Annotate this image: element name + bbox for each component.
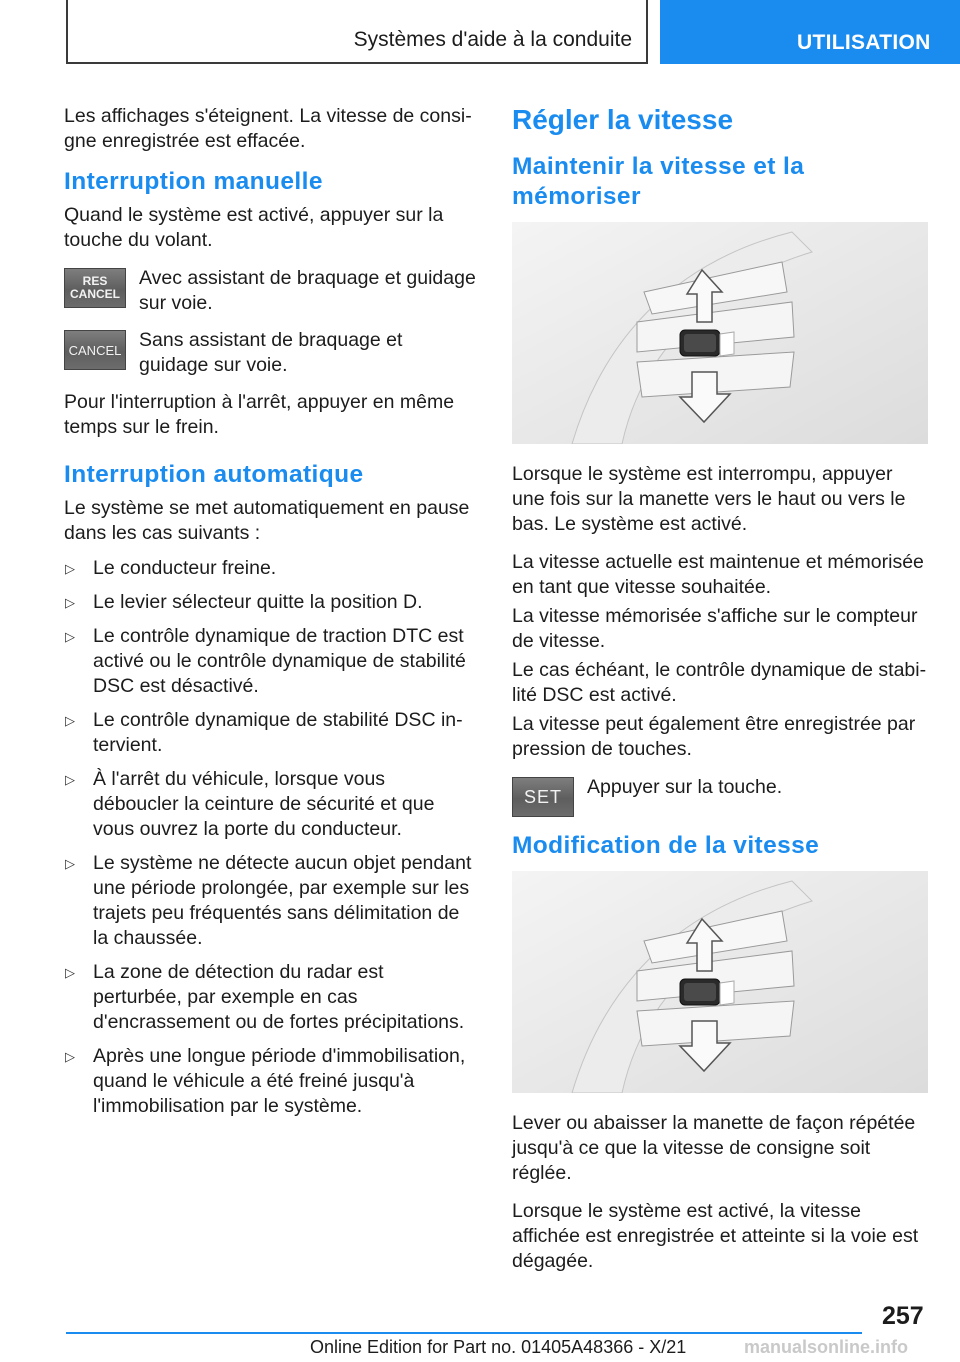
right-column (512, 104, 928, 1287)
title-set-speed: Régler la vitesse (512, 104, 734, 135)
footer-divider (66, 1332, 862, 1334)
bullet-triangle-icon: ▷ (65, 561, 75, 576)
maintain-text-5: La vitesse peut également être enregistrée par pression de touches. (512, 713, 916, 760)
steering-wheel-lever-photo (512, 222, 928, 444)
automatic-text: Le système se met automatiquement en pause dans les cas suivants : (64, 497, 470, 544)
maintain-text-3: La vitesse mémorisée s'affiche sur le compteur de vitesse. (512, 605, 918, 652)
header-section-title: Systèmes d'aide à la conduite (353, 28, 632, 51)
bullet-triangle-icon: ▷ (65, 772, 75, 787)
bullet-triangle-icon: ▷ (65, 1049, 75, 1064)
heading-modify-speed: Modification de la vitesse (512, 832, 820, 859)
bullet-triangle-icon: ▷ (65, 965, 75, 980)
modify-text-1: Lever ou abaisser la manette de façon répétée jusqu'à ce que la vitesse de consigne soit réglée. (512, 1112, 916, 1184)
list-item: ▷ Le contrôle dynamique de traction DTC est activé ou le contrôle dynamique de stabilité DSC est désactivé. (65, 625, 466, 697)
list-item: ▷ Le levier sélecteur quitte la position D. (65, 591, 423, 613)
cancel-row (64, 328, 476, 378)
watermark: manualsonline.info (744, 1337, 909, 1357)
maintain-text-1: Lorsque le système est interrompu, appuyer une fois sur la manette vers le haut ou vers le bas. Le système est activé. (512, 463, 906, 535)
maintain-text-4: Le cas échéant, le contrôle dynamique de stabilité DSC est activé. (512, 659, 927, 706)
res-cancel-text: Avec assistant de braquage et guidage sur voie. (139, 267, 476, 314)
maintain-text-2: La vitesse actuelle est maintenue et mémorisée en tant que vitesse souhaitée. (512, 551, 924, 598)
list-item: ▷ Le conducteur freine. (65, 557, 277, 579)
list-item: ▷ Le système ne détecte aucun objet pendant une période prolongée, par exemple sur les trajets peu fréquentés sans délimitation de la chaussée. (65, 852, 472, 949)
heading-manual-interruption: Interruption manuelle (64, 168, 323, 195)
intro-paragraph: Les affichages s'éteignent. La vitesse de consigne enregistrée est effacée. (64, 105, 472, 152)
set-button-icon: SET (512, 777, 574, 817)
set-text: Appuyer sur la touche. (587, 776, 783, 798)
bullet-triangle-icon: ▷ (65, 713, 75, 728)
list-item: ▷ À l'arrêt du véhicule, lorsque vous déboucler la ceinture de sécurité et que vous ouvrez la porte du conducteur. (65, 768, 435, 840)
bullet-triangle-icon: ▷ (65, 629, 75, 644)
heading-maintain-speed: Maintenir la vitesse et la mémoriser (512, 153, 805, 210)
page-number: 257 (882, 1302, 924, 1330)
cancel-button-icon: CANCEL (64, 330, 126, 370)
automatic-list (64, 556, 476, 1119)
footer-edition: Online Edition for Part no. 01405A48366 - X/21 (310, 1337, 687, 1357)
res-cancel-button-icon: RES CANCEL (64, 268, 126, 308)
bullet-triangle-icon: ▷ (65, 595, 75, 610)
header-box (66, 0, 648, 64)
res-cancel-row (64, 266, 476, 316)
list-item: ▷ Le contrôle dynamique de stabilité DSC intervient. (65, 709, 463, 756)
stop-text: Pour l'interruption à l'arrêt, appuyer en même temps sur le frein. (64, 391, 455, 438)
bullet-triangle-icon: ▷ (65, 856, 75, 871)
list-item: ▷ Après une longue période d'immobilisation, quand le véhicule a été freiné jusqu'à l'immobilisation par le système. (65, 1045, 466, 1117)
heading-automatic-interruption: Interruption automatique (64, 461, 364, 488)
set-row (512, 775, 928, 817)
left-column (64, 104, 476, 1128)
header-chapter-tab: UTILISATION (660, 0, 960, 64)
manual-text: Quand le système est activé, appuyer sur la touche du volant. (64, 204, 444, 251)
cancel-text: Sans assistant de braquage et guidage sur voie. (139, 329, 403, 376)
list-item: ▷ La zone de détection du radar est perturbée, par exemple en cas d'encrassement ou de fortes précipitations. (65, 961, 465, 1033)
modify-text-2: Lorsque le système est activé, la vitesse affichée est enregistrée et atteinte si la voie est dégagée. (512, 1200, 919, 1272)
steering-wheel-lever-photo-2 (512, 871, 928, 1093)
